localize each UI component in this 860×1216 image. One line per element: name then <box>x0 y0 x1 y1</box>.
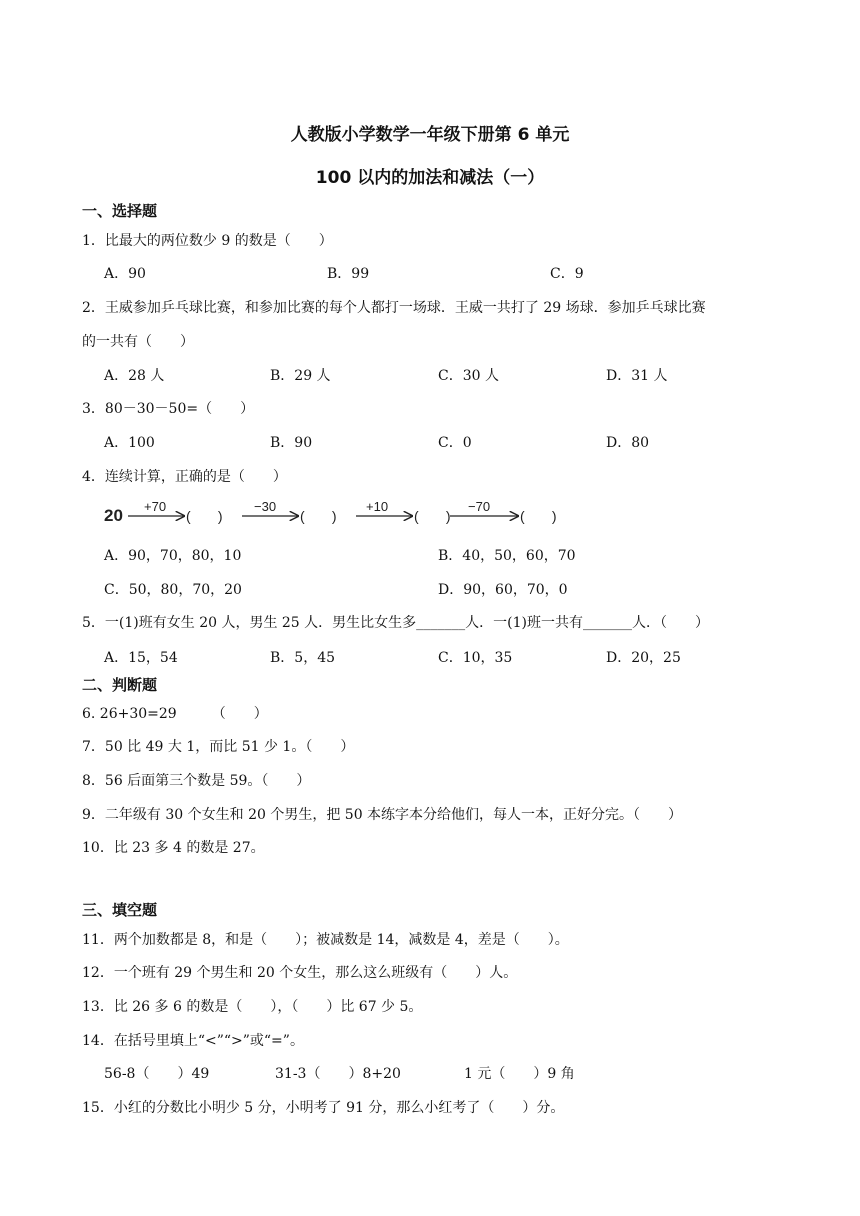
question-1: 1．比最大的两位数少 9 的数是（ ） <box>82 233 333 249</box>
question-2-line1: 2．王威参加乒乓球比赛，和参加比赛的每个人都打一场球．王威一共打了 29 场球．参加乒乓球比赛 <box>82 300 706 316</box>
q2-option-d: D．31 人 <box>606 368 668 384</box>
q14-part-1: 56-8（ ）49 <box>104 1066 210 1082</box>
question-9: 9．二年级有 30 个女生和 20 个男生，把 50 本练字本分给他们，每人一本，正好分完。（ ） <box>82 807 683 823</box>
page-title: 人教版小学数学一年级下册第 6 单元 <box>290 125 570 145</box>
chain-blank-2: ( ) <box>300 508 337 524</box>
q1-option-b: B．99 <box>327 266 370 282</box>
q3-option-d: D．80 <box>606 435 650 451</box>
q4-option-b: B．40，50，60，70 <box>438 548 576 564</box>
q2-option-a: A．28 人 <box>104 368 165 384</box>
q14-part-3: 1 元（ ）9 角 <box>464 1066 575 1082</box>
question-7: 7．50 比 49 大 1，而比 51 少 1。（ ） <box>82 739 355 755</box>
q1-option-a: A．90 <box>104 266 146 282</box>
question-8: 8．56 后面第三个数是 59。（ ） <box>82 773 311 789</box>
question-14: 14．在括号里填上“<”“>”或“=”。 <box>82 1033 304 1049</box>
q3-option-c: C．0 <box>438 435 472 451</box>
q3-option-b: B．90 <box>270 435 313 451</box>
q1-option-c: C．9 <box>550 266 584 282</box>
question-10: 10．比 23 多 4 的数是 27。 <box>82 840 265 856</box>
section-heading-judgment: 二、判断题 <box>82 676 158 694</box>
chain-op-2: −30 <box>254 499 277 514</box>
chain-blank-4: ( ) <box>520 508 557 524</box>
question-11: 11．两个加数都是 8，和是（ ）；被减数是 14，减数是 4，差是（ ）。 <box>82 932 569 948</box>
question-2-line2: 的一共有（ ） <box>82 334 194 350</box>
q4-option-a: A．90，70，80，10 <box>104 548 242 564</box>
calculation-chain <box>104 498 584 528</box>
q4-option-d: D．90，60，70，0 <box>438 582 568 598</box>
chain-op-3: +10 <box>366 499 389 514</box>
section-heading-fill: 三、填空题 <box>82 901 158 919</box>
question-5: 5．一(1)班有女生 20 人，男生 25 人．男生比女生多_______人．一(1)班一共有_______人．（ ） <box>82 615 709 631</box>
question-12: 12．一个班有 29 个男生和 20 个女生，那么这么班级有（ ）人。 <box>82 965 518 981</box>
chain-blank-1: ( ) <box>186 508 223 524</box>
question-4: 4．连续计算，正确的是（ ） <box>82 469 287 485</box>
q5-option-a: A．15，54 <box>104 650 178 666</box>
q3-option-a: A．100 <box>104 435 155 451</box>
section-heading-choice: 一、选择题 <box>82 202 158 220</box>
question-13: 13．比 26 多 6 的数是（ ），（ ）比 67 少 5。 <box>82 999 423 1015</box>
q14-part-2: 31-3（ ）8+20 <box>275 1066 401 1082</box>
chain-start-value: 20 <box>104 506 123 525</box>
chain-op-4: −70 <box>468 499 491 514</box>
q5-option-d: D．20，25 <box>606 650 681 666</box>
q4-option-c: C．50，80，70，20 <box>104 582 242 598</box>
q5-option-c: C．10，35 <box>438 650 513 666</box>
calculation-chain-diagram <box>104 498 584 528</box>
page-subtitle: 100 以内的加法和减法（一） <box>315 168 545 188</box>
chain-blank-3: ( ) <box>414 508 451 524</box>
chain-op-1: +70 <box>144 499 167 514</box>
q2-option-b: B．29 人 <box>270 368 331 384</box>
question-3: 3．80－30－50=（ ） <box>82 401 255 417</box>
question-6: 6. 26+30=29 （ ） <box>82 706 268 722</box>
q5-option-b: B．5，45 <box>270 650 336 666</box>
q2-option-c: C．30 人 <box>438 368 499 384</box>
question-15: 15．小红的分数比小明少 5 分，小明考了 91 分，那么小红考了（ ）分。 <box>82 1100 565 1116</box>
